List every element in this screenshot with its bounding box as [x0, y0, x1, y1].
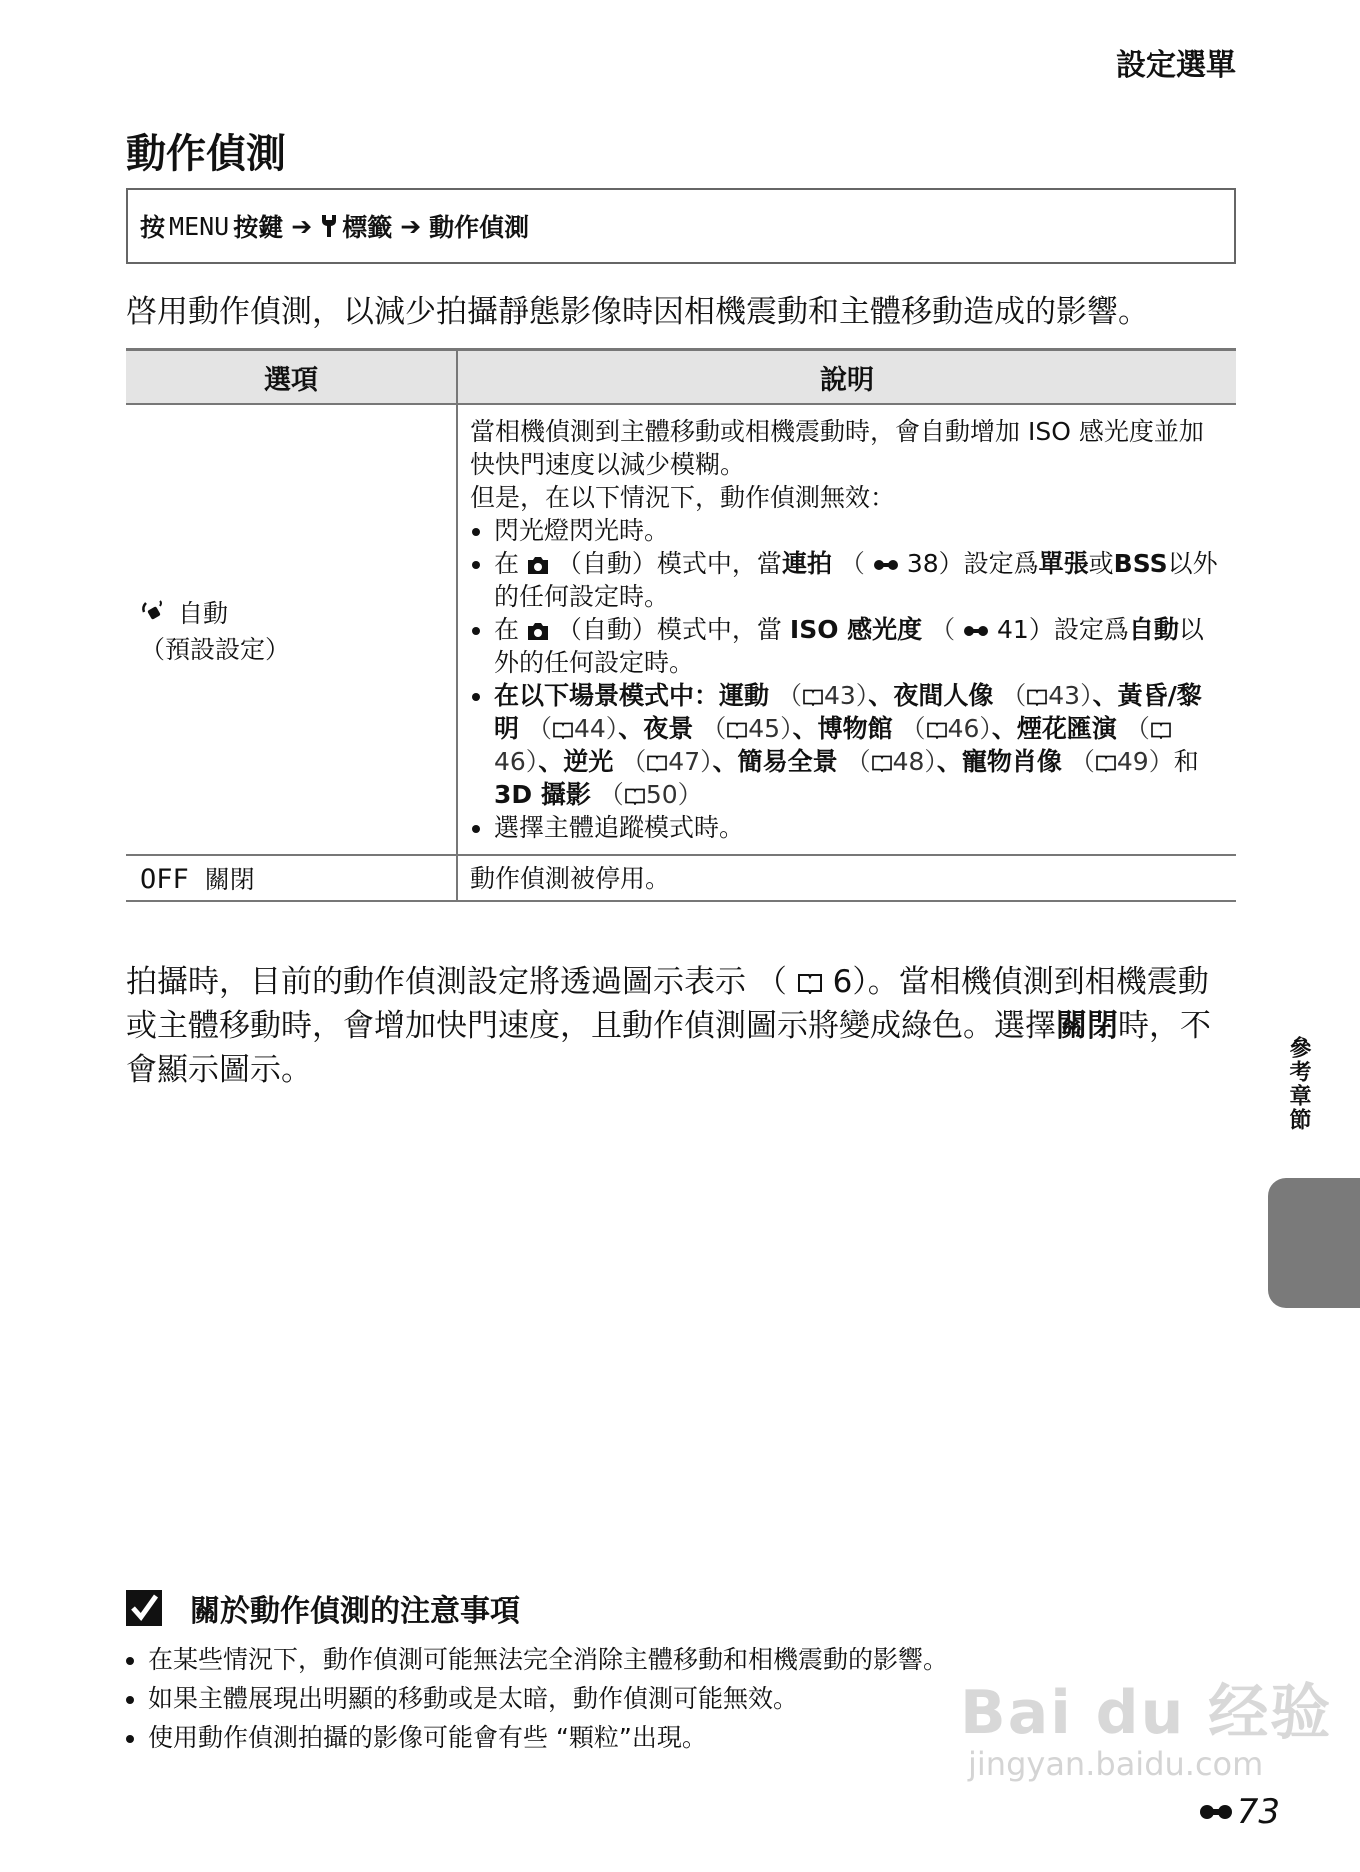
- scene-reference: （ 43）: [993, 681, 1093, 710]
- option-auto-label: 自動: [177, 598, 228, 628]
- watermark-url: jingyan.baidu.com: [968, 1745, 1264, 1783]
- scene-name: 夜景: [643, 714, 694, 743]
- scene-separator: 、: [618, 714, 644, 743]
- arrow-right-icon: ➔: [400, 211, 422, 241]
- notes-list: [126, 1640, 948, 1757]
- header-option: 選項: [126, 350, 457, 405]
- reference-icon: [865, 549, 907, 578]
- camera-auto-icon: [527, 615, 557, 644]
- auto-desc-2: 但是，在以下情況下，動作偵測無效：: [470, 483, 896, 512]
- section-header: 設定選單: [1116, 48, 1236, 83]
- option-off-description: 動作偵測被停用。: [457, 855, 1236, 901]
- nav-tab: 標籤: [342, 213, 393, 242]
- scene-separator: 、: [868, 681, 894, 710]
- scene-name: 簡易全景: [737, 747, 838, 776]
- scene-name: 逆光: [563, 747, 614, 776]
- arrow-right-icon: ➔: [291, 211, 313, 241]
- motion-detection-icon: [140, 599, 170, 628]
- reference-section-icon: [1199, 1803, 1233, 1821]
- scene-separator: 和: [1173, 747, 1199, 776]
- list-item: • 選擇主體追蹤模式時。: [494, 811, 1224, 844]
- note-heading: [126, 1586, 520, 1630]
- note-title: 關於動作偵測的注意事項: [190, 1594, 520, 1629]
- scene-separator: 、: [792, 714, 818, 743]
- body-paragraph: 拍攝時，目前的動作偵測設定將透過圖示表示 （ 6）。當相機偵測到相機震動或主體移動時，會增加快門速度，且動作偵測圖示將變成綠色。選擇關閉時，不會顯示圖示。: [126, 964, 1211, 1088]
- menu-path-box: [126, 188, 1236, 264]
- chapter-label: 參考章節: [1286, 1036, 1311, 1132]
- camera-auto-icon: [519, 549, 557, 578]
- nav-target: 動作偵測: [429, 213, 530, 242]
- off-icon: OFF: [140, 864, 189, 895]
- list-item: • 在 （自動）模式中，當 ISO 感光度 （ 41）設定爲自動以外的任何設定時。: [494, 613, 1224, 679]
- scene-separator: 、: [538, 747, 564, 776]
- nav-press: 按: [140, 213, 166, 242]
- list-item: • 在某些情況下，動作偵測可能無法完全消除主體移動和相機震動的影響。: [148, 1640, 948, 1679]
- table-row: [126, 404, 1236, 855]
- page-title: 動作偵測: [126, 131, 286, 177]
- scene-name: 黃昏/黎明: [494, 681, 1202, 743]
- options-table: [126, 348, 1236, 902]
- page-number: [1199, 1792, 1280, 1832]
- scene-name: 寵物肖像: [961, 747, 1062, 776]
- intro-text: 啓用動作偵測，以減少拍攝靜態影像時因相機震動和主體移動造成的影響。: [126, 294, 1149, 330]
- scene-separator: 、: [1092, 681, 1118, 710]
- auto-desc-1: 當相機偵測到主體移動或相機震動時，會自動增加 ISO 感光度並加快快門速度以減少模糊。: [470, 417, 1204, 479]
- scene-name: 煙花匯演: [1016, 714, 1117, 743]
- option-auto-sublabel: （預設設定）: [140, 634, 291, 664]
- option-auto-description: [457, 404, 1236, 855]
- wrench-icon: [320, 214, 338, 238]
- scene-name: 3D 攝影: [494, 780, 591, 809]
- scene-name: 博物館: [817, 714, 893, 743]
- nav-key: 按鍵: [233, 213, 284, 242]
- page-number-text: 73: [1236, 1792, 1280, 1832]
- scene-reference: （ 43）: [769, 681, 869, 710]
- scene-name: 運動: [719, 681, 770, 710]
- scene-separator: 、: [712, 747, 738, 776]
- scene-reference: （ 47）: [613, 747, 713, 776]
- list-item: • 在 （自動）模式中，當連拍 （ 38）設定爲單張或BSS以外的任何設定時。: [494, 547, 1224, 613]
- option-off-label: 關閉: [204, 865, 255, 894]
- list-item: • 使用動作偵測拍攝的影像可能會有些 “顆粒”出現。: [148, 1718, 948, 1757]
- chapter-tab[interactable]: [1268, 1178, 1360, 1308]
- menu-button-label: MENU: [169, 211, 230, 241]
- header-description: 說明: [457, 350, 1236, 405]
- list-item: • 在以下場景模式中：運動 （ 43）、夜間人像 （ 43）、黃昏/黎明 （ 44）、夜景 （ 45）、博物館 （ 46）、煙花匯演 （46）、逆光 （ 47）、簡易全景 （ 48）、寵物肖像 （ 49）和3D 攝影 （ 50）: [494, 679, 1224, 811]
- scene-reference: （ 48）: [837, 747, 937, 776]
- scene-reference: （ 44）: [519, 714, 619, 743]
- scene-name: 夜間人像: [893, 681, 994, 710]
- checkmark-icon: [126, 1590, 162, 1626]
- scene-reference: （ 46）: [892, 714, 992, 743]
- table-header-row: [126, 350, 1236, 405]
- scene-separator: 、: [936, 747, 962, 776]
- list-item: • 如果主體展現出明顯的移動或是太暗，動作偵測可能無效。: [148, 1679, 948, 1718]
- scene-reference: （46）: [494, 714, 1172, 776]
- scene-reference: （ 50）: [590, 780, 703, 809]
- book-reference-icon: [787, 964, 833, 1000]
- scene-separator: 、: [991, 714, 1017, 743]
- table-row: [126, 855, 1236, 901]
- list-item: • 閃光燈閃光時。: [494, 514, 1224, 547]
- option-auto: [126, 404, 457, 855]
- reference-icon: [955, 615, 997, 644]
- scene-reference: （ 49）: [1061, 747, 1174, 776]
- watermark-logo: Bai du 经验: [960, 1678, 1333, 1748]
- scene-reference: （ 45）: [693, 714, 793, 743]
- option-off: [126, 855, 457, 901]
